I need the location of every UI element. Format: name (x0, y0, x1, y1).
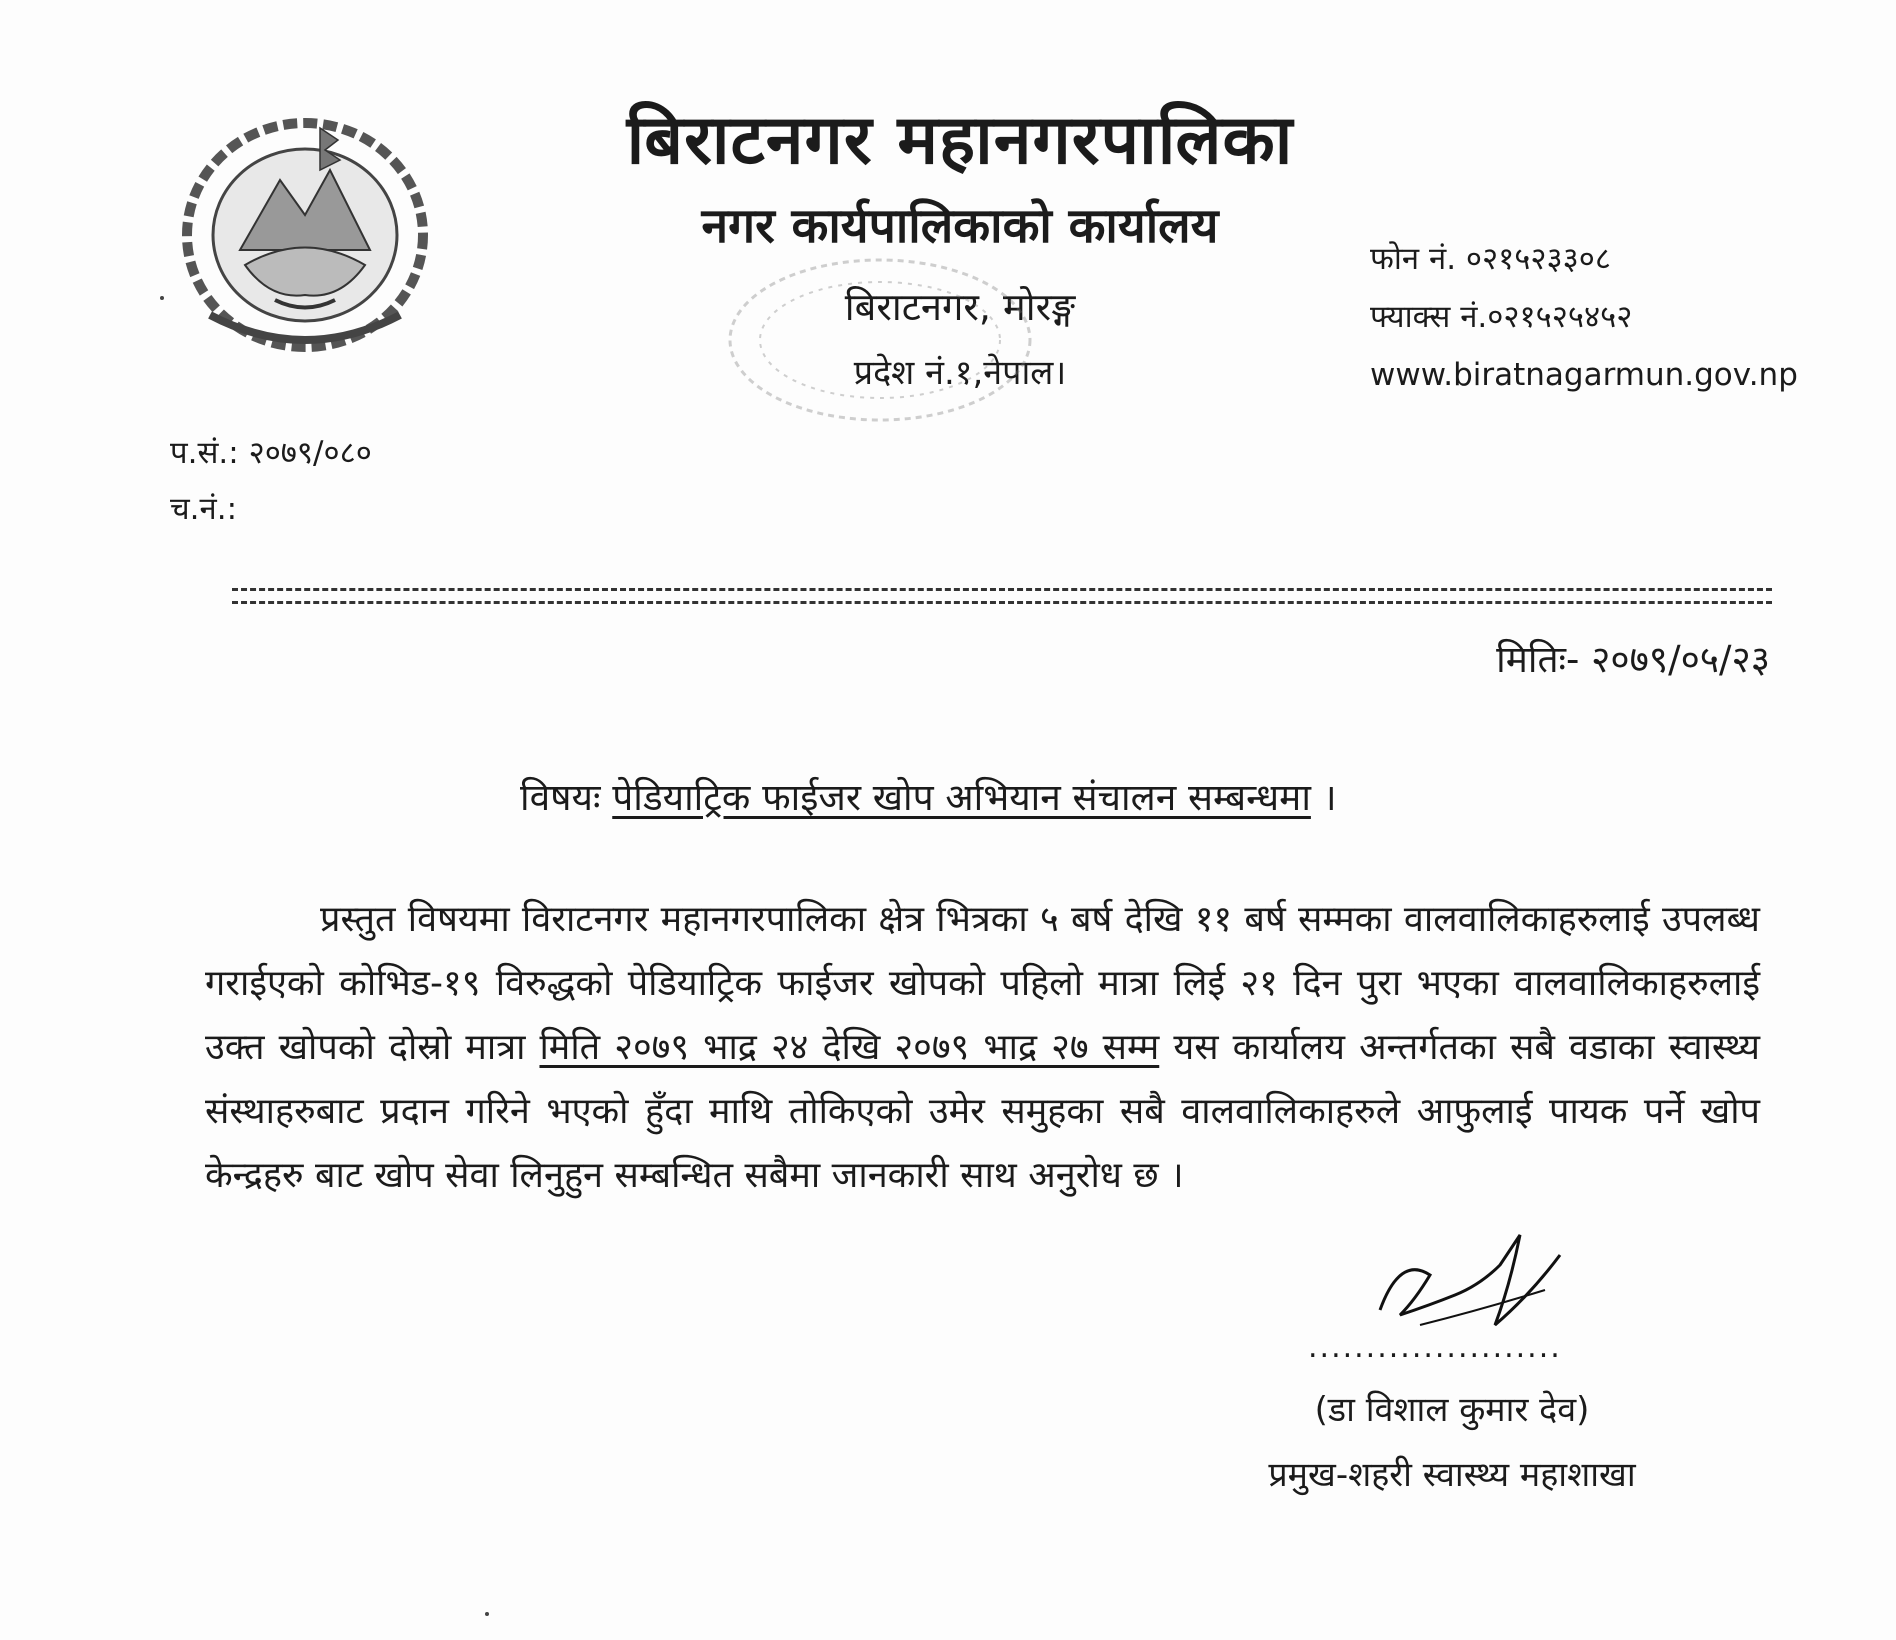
subject-label: विषयः (520, 776, 601, 819)
phone-number: फोन नं. ०२१५२३३०८ (1370, 241, 1611, 277)
scan-speck (160, 296, 164, 300)
office-name: नगर कार्यपालिकाको कार्यालय (701, 198, 1219, 254)
body-part-1: प्रस्तुत विषयमा विराटनगर महानगरपालिका क्षेत्र भित्रका ५ बर्ष देखि ११ बर्ष सम्मका वालवालिकाहरुलाई उपलब्ध गराईएको कोभिड-१९ विरुद्धको पेडियाट्रिक फाईजर खोपको पहिलो मात्रा लिई २१ दिन पुरा भएका वालवालिकाहरुलाई उक्त खोपको दोस्रो मात्रा (205, 899, 1760, 1068)
letter-reference-number: प.सं.: २०७९/०८० (170, 435, 372, 471)
header-divider (232, 588, 1772, 604)
signatory-name: (डा विशाल कुमार देव) (1314, 1390, 1590, 1430)
letter-body (205, 888, 1760, 1208)
dispatch-number: च.नं.: (170, 491, 238, 527)
subject-line (520, 770, 1620, 821)
office-location: बिराटनगर, मोरङ्ग (844, 285, 1076, 329)
nepal-emblem-icon (170, 100, 440, 360)
contact-block (1370, 230, 1798, 404)
subject-text: पेडियाट्रिक फाईजर खोप अभियान संचालन सम्बन्धमा (612, 776, 1311, 819)
letter-date: मितिः- २०७९/०५/२३ (1496, 638, 1770, 681)
signatory-title: प्रमुख-शहरी स्वास्थ्य महाशाखा (1268, 1455, 1636, 1495)
website-link[interactable]: www.biratnagarmun.gov.np (1370, 357, 1798, 393)
reference-block (170, 425, 372, 537)
fax-number: फ्याक्स नं.०२१५२५४५२ (1370, 299, 1633, 335)
body-part-2: यस कार्यालय अन्तर्गतका सबै वडाका स्वास्थ्य संस्थाहरुबाट प्रदान गरिने भएको हुँदा माथि तोकिएको उमेर समुहका सबै वालवालिकाहरुले आफुलाई पायक पर्ने खोप केन्द्रहरु बाट खोप सेवा लिनुहुन सम्बन्धित सबैमा जानकारी साथ अनुरोध छ । (205, 1027, 1760, 1196)
subject-end: । (1322, 776, 1337, 819)
scan-speck (485, 1612, 489, 1616)
handwritten-signature (1360, 1215, 1580, 1345)
signature-line: ...................... (1308, 1330, 1562, 1365)
body-date-range: मिति २०७९ भाद्र २४ देखि २०७९ भाद्र २७ सम्म (539, 1027, 1160, 1068)
office-province: प्रदेश नं.१,नेपाल। (853, 353, 1067, 393)
office-stamp-icon (720, 250, 1040, 430)
org-name: बिराटनगर महानगरपालिका (626, 101, 1294, 180)
